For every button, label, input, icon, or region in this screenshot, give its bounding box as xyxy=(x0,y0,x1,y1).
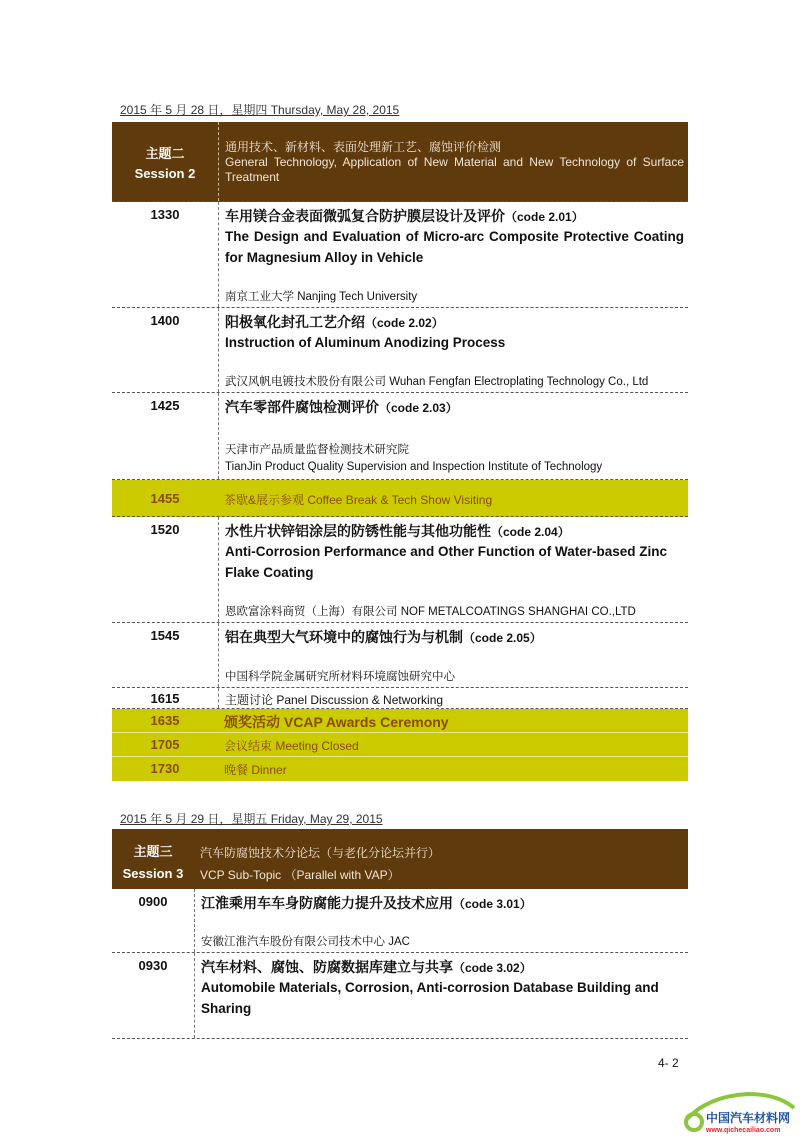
site-logo xyxy=(678,1090,798,1134)
affiliation: 安徽江淮汽车股份有限公司技术中心 JAC xyxy=(201,936,410,948)
talk-title-cn: 车用镁合金表面微弧复合防护膜层设计及评价 xyxy=(225,208,505,224)
session-en: Session 3 xyxy=(122,866,184,881)
talk-code: （code 3.01） xyxy=(453,897,532,911)
talk-code: （code 2.02） xyxy=(365,316,444,330)
table-row-highlight xyxy=(112,757,688,781)
schedule-table-day2 xyxy=(112,829,688,1039)
session-title-cn: 通用技术、新材料、表面处理新工艺、腐蚀评价检测 xyxy=(225,140,502,154)
session-en: Session 2 xyxy=(134,166,196,181)
table-row xyxy=(112,953,688,1039)
talk-title-en: Automobile Materials, Corrosion, Anti-corrosion Database Building and Sharing xyxy=(201,980,659,1016)
table-row xyxy=(112,308,688,393)
talk-title-cn: 汽车零部件腐蚀检测评价 xyxy=(225,399,379,415)
talk-title-en: Anti-Corrosion Performance and Other Function of Water-based Zinc Flake Coating xyxy=(225,544,668,580)
car-logo-icon xyxy=(678,1090,798,1134)
talk-title-cn: 水性片状锌铝涂层的防锈性能与其他功能性 xyxy=(225,523,491,539)
time: 1730 xyxy=(150,761,180,776)
talk-code: （code 2.01） xyxy=(505,210,584,224)
time: 1635 xyxy=(150,713,180,728)
affiliation: 中国科学院金属研究所材料环境腐蚀研究中心 xyxy=(225,671,455,683)
table-row-break xyxy=(112,480,688,517)
time: 1400 xyxy=(150,313,180,328)
session-cn: 主题二 xyxy=(145,146,185,161)
time: 0900 xyxy=(138,894,168,909)
talk-code: （code 2.03） xyxy=(379,401,458,415)
table-row-highlight xyxy=(112,709,688,733)
time: 1330 xyxy=(150,207,180,222)
session-title-en: VCP Sub-Topic （Parallel with VAP） xyxy=(200,868,400,882)
session-title-en: General Technology, Application of New Material and New Technology of Surface Treatment xyxy=(225,155,684,184)
table-row xyxy=(112,393,688,480)
session-cn: 主题三 xyxy=(133,844,173,859)
talk-title-en: Instruction of Aluminum Anodizing Process xyxy=(225,335,506,350)
time: 1705 xyxy=(150,737,180,752)
affiliation: TianJin Product Quality Supervision and Inspection Institute of Technology xyxy=(225,461,603,473)
affiliation: 南京工业大学 Nanjing Tech University xyxy=(225,291,418,303)
time: 1545 xyxy=(150,628,180,643)
talk-code: （code 2.04） xyxy=(491,525,570,539)
event-text: 茶歇&展示参观 Coffee Break & Tech Show Visiting xyxy=(224,493,493,507)
affiliation-cn: 天津市产品质量监督检测技术研究院 xyxy=(225,444,409,456)
time: 1455 xyxy=(150,491,180,506)
date-heading-day1: 2015 年 5 月 28 日，星期四 Thursday, May 28, 2015 xyxy=(120,103,400,117)
schedule-table-day1 xyxy=(112,122,688,781)
time: 0930 xyxy=(138,958,168,973)
time: 1615 xyxy=(150,691,180,706)
talk-code: （code 2.05） xyxy=(463,631,542,645)
page-number: 4- 2 xyxy=(658,1056,679,1070)
table-row xyxy=(112,202,688,308)
affiliation: 恩欧富涂料商贸（上海）有限公司 NOF METALCOATINGS SHANGHAI CO.,LTD xyxy=(225,606,636,618)
event-text: 晚餐 Dinner xyxy=(224,763,287,777)
affiliation: 武汉风帆电镀技术股份有限公司 Wuhan Fengfan Electroplating Technology Co., Ltd xyxy=(225,376,649,388)
table-row xyxy=(112,889,688,953)
event-text: 主题讨论 Panel Discussion & Networking xyxy=(218,688,688,708)
table-row xyxy=(112,688,688,709)
table-row xyxy=(112,623,688,688)
event-text: 会议结束 Meeting Closed xyxy=(224,739,359,753)
talk-title-cn: 铝在典型大气环境中的腐蚀行为与机制 xyxy=(225,629,463,645)
talk-title-cn: 汽车材料、腐蚀、防腐数据库建立与共享 xyxy=(201,959,453,975)
event-text: 颁奖活动 VCAP Awards Ceremony xyxy=(224,714,449,730)
table-row xyxy=(112,517,688,623)
table-row-highlight xyxy=(112,733,688,757)
talk-code: （code 3.02） xyxy=(453,961,532,975)
talk-title-cn: 阳极氧化封孔工艺介绍 xyxy=(225,314,365,330)
date-heading-day2: 2015 年 5 月 29 日，星期五 Friday, May 29, 2015 xyxy=(120,812,383,826)
session-title-cn: 汽车防腐蚀技术分论坛（与老化分论坛并行） xyxy=(200,846,441,860)
session-header xyxy=(112,829,688,889)
svg-text:中国汽车材料网: 中国汽车材料网 xyxy=(706,1111,791,1125)
session-header xyxy=(112,122,688,202)
time: 1520 xyxy=(150,522,180,537)
time: 1425 xyxy=(150,398,180,413)
talk-title-en: The Design and Evaluation of Micro-arc Composite Protective Coating for Magnesium Alloy in Vehicle xyxy=(225,229,684,265)
svg-text:www.qichecailiao.com: www.qichecailiao.com xyxy=(706,1127,781,1134)
talk-title-cn: 江淮乘用车车身防腐能力提升及技术应用 xyxy=(201,895,453,911)
